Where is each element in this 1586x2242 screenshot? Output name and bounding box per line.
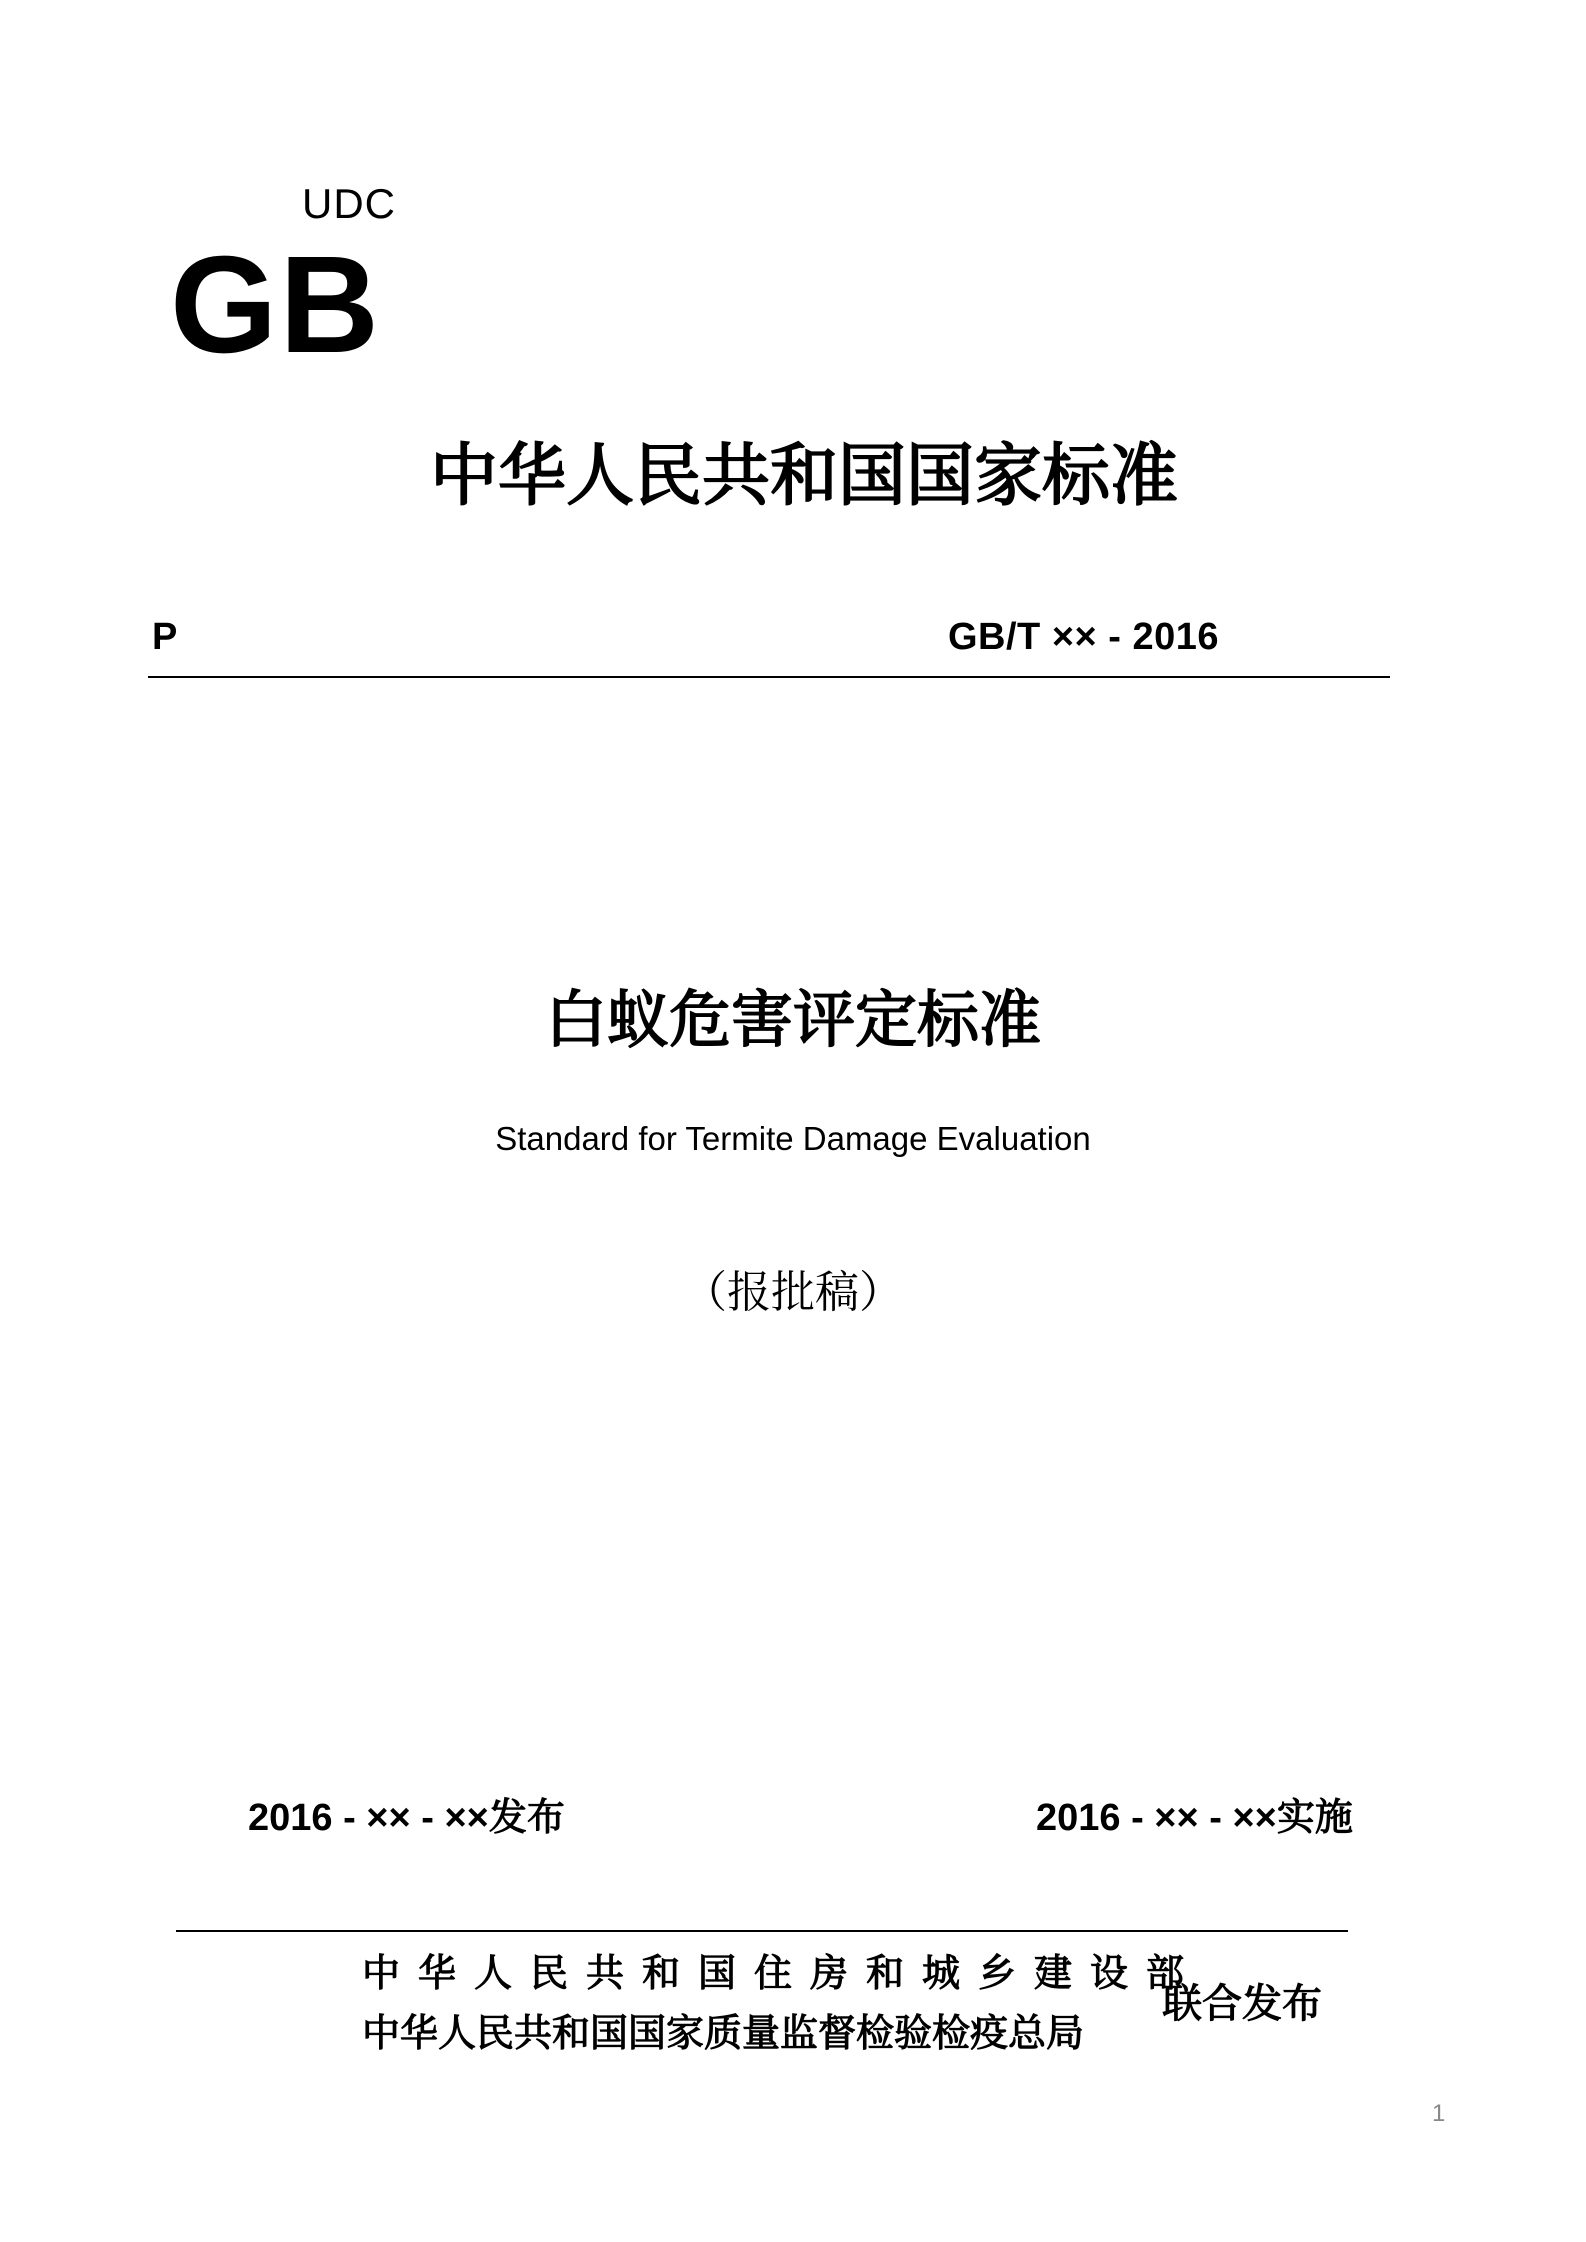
effective-date: 2016 - ×× - ××实施: [1036, 1797, 1353, 1839]
document-subtitle: Standard for Termite Damage Evaluation: [495, 1120, 1091, 1157]
draft-status: （报批稿）: [683, 1268, 903, 1317]
header-divider: [148, 676, 1390, 678]
national-standard-title-text: 中华人民共和国国家标准: [429, 438, 1178, 514]
document-title: 白蚁危害评定标准: [544, 986, 1041, 1055]
footer-divider: [176, 1930, 1348, 1932]
page-number: 1: [1432, 2100, 1446, 2127]
gb-mark: GB: [170, 228, 381, 382]
classification-code: P: [152, 616, 178, 658]
issuer-aqsiq: 中华人民共和国国家质量监督检验检疫总局: [362, 2013, 1085, 2055]
udc-label: UDC: [302, 180, 396, 227]
national-standard-title: [0, 422, 1585, 519]
joint-issue-label: 联合发布: [1162, 1982, 1322, 2026]
standard-number: GB/T ×× - 2016: [948, 616, 1220, 658]
issuer-ministry: 中华人民共和国住房和城乡建设部: [362, 1953, 1203, 1995]
release-date: 2016 - ×× - ××发布: [248, 1797, 565, 1839]
